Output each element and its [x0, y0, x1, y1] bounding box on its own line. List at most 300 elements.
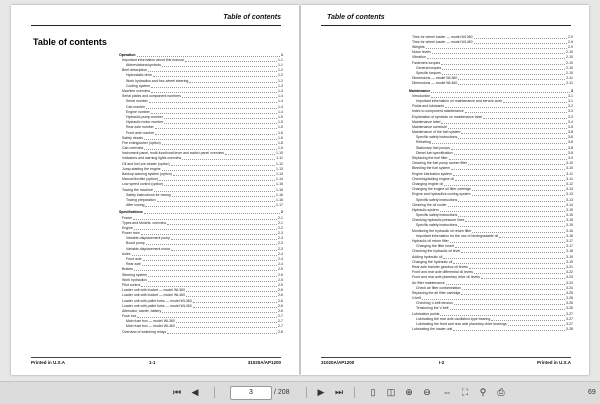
toc-entry-row[interactable] — [409, 269, 573, 274]
toolbar-divider — [306, 387, 307, 398]
toc-dot-leader — [455, 180, 565, 181]
toc-entry-row[interactable] — [119, 215, 283, 220]
toc-dot-leader — [431, 92, 570, 93]
toc-entry-row[interactable] — [119, 319, 283, 324]
toc-entry-row[interactable] — [409, 98, 573, 103]
toc-dot-leader — [458, 84, 565, 85]
toc-page-number: 2-7 — [277, 319, 283, 324]
toc-dot-leader — [474, 38, 567, 39]
toc-page-number: 3-19 — [565, 259, 573, 264]
toc-entry-row[interactable] — [119, 230, 283, 235]
toc-dot-leader — [186, 296, 277, 297]
toc-entry-row[interactable] — [409, 161, 573, 166]
toc-entry-row[interactable] — [119, 192, 283, 197]
toc-dot-leader — [164, 185, 275, 186]
toc-entry-row[interactable] — [409, 212, 573, 217]
toc-entry-row[interactable] — [119, 99, 283, 104]
toc-entry-title: Maintenance — [409, 88, 431, 93]
toc-dot-leader — [461, 294, 565, 295]
toc-entry-row[interactable] — [409, 103, 573, 108]
toc-entry-row[interactable] — [119, 145, 283, 150]
toc-entry-title: Front and rear axle differential oil levels — [412, 270, 474, 275]
toc-entry-title: Steering system — [122, 272, 148, 277]
toc-page-number: 3-5 — [567, 124, 573, 129]
toc-entry-title: Vibration — [412, 55, 426, 60]
toc-entry-row[interactable] — [119, 125, 283, 130]
toc-entry-row[interactable] — [119, 256, 283, 261]
toc-entry-row[interactable] — [119, 236, 283, 241]
next-page-icon[interactable]: ▶ — [317, 387, 325, 397]
toc-page-number: 2-10 — [565, 50, 573, 55]
toc-entry-row[interactable] — [119, 262, 283, 267]
search-icon[interactable]: ⚲ — [479, 387, 487, 397]
toc-page-number: 3-12 — [565, 181, 573, 186]
toc-section-row[interactable] — [409, 88, 573, 93]
toc-entry-row[interactable] — [409, 290, 573, 295]
toc-page-number: 3-26 — [565, 306, 573, 311]
toc-page-number: 2-7 — [277, 314, 283, 319]
toc-dot-leader — [427, 58, 565, 59]
toc-dot-leader — [172, 196, 275, 197]
toc-entry-title: Towing preparation — [126, 197, 156, 202]
print-icon[interactable]: ⎙ — [497, 387, 505, 397]
toc-dot-leader — [453, 263, 565, 264]
toc-entry-title: Variable-displacement pump — [126, 236, 171, 241]
toc-entry-row[interactable] — [409, 34, 573, 39]
footer-left: Printed in U.S.A — [31, 360, 66, 365]
toc-entry-row[interactable] — [119, 161, 283, 166]
toc-entry-title: Abbreviations/symbols — [126, 63, 162, 68]
toc-page-number: 3-26 — [565, 301, 573, 306]
toc-dot-leader — [146, 244, 277, 245]
toc-entry-row[interactable] — [409, 129, 573, 134]
toc-entry-title: Noise levels — [412, 50, 431, 55]
two-page-view-icon[interactable]: ◫ — [386, 387, 396, 397]
toc-entry-row[interactable] — [409, 135, 573, 140]
toc-entry-title: Tires for wheel loader — model WL460 — [412, 39, 473, 44]
toc-dot-leader — [454, 304, 565, 305]
toc-entry-row[interactable] — [119, 57, 283, 62]
toc-entry-row[interactable] — [409, 155, 573, 160]
toc-entry-row[interactable] — [409, 60, 573, 65]
toc-entry-row[interactable] — [119, 135, 283, 140]
toc-page-number: 1-5 — [277, 130, 283, 135]
toc-entry-row[interactable] — [119, 68, 283, 73]
toc-entry-title: Safety instructions for towing — [126, 192, 171, 197]
toc-entry-row[interactable] — [409, 150, 573, 155]
toc-entry-title: Lubricating the rear axle oscillation-type bearing — [416, 316, 491, 321]
toc-entry-title: Main fuse box — model WL460 — [126, 324, 175, 329]
toc-page-number: 3-25 — [565, 290, 573, 295]
toc-entry-title: Power train — [122, 231, 140, 236]
toc-entry-title: Maintenance label — [412, 119, 441, 124]
toc-entry-title: Diesel fuel specification — [416, 150, 453, 155]
toc-entry-title: Changing the hydraulic oil — [412, 259, 453, 264]
toc-dot-leader — [142, 265, 277, 266]
toc-page-number: 2-5 — [277, 272, 283, 277]
toc-entry-title: Hydraulic pump number — [126, 114, 164, 119]
toc-entry-title: Serial number — [126, 99, 148, 104]
toc-entry-title: Specific safety instructions — [416, 223, 458, 228]
toc-entry-row[interactable] — [119, 313, 283, 318]
toc-page-number: 2-5 — [277, 267, 283, 272]
toc-entry-title: Oil and fuel pre-heater (option) — [122, 161, 170, 166]
toc-page-number: 2-6 — [277, 303, 283, 308]
toc-entry-row[interactable] — [409, 114, 573, 119]
toc-page-number: 3-24 — [565, 285, 573, 290]
toc-entry-title: Lubricating the front and rear axle planetary drive bearings — [416, 322, 507, 326]
toc-dot-leader — [458, 216, 565, 217]
toc-entry-row[interactable] — [409, 249, 573, 254]
toc-page-number: 2-10 — [565, 60, 573, 65]
toc-dot-leader — [144, 139, 277, 140]
toc-entry-title: Brief description — [122, 68, 148, 73]
toc-page-number: 1-5 — [277, 125, 283, 130]
toc-page-number: 2 — [281, 210, 283, 215]
toc-entry-row[interactable] — [409, 145, 573, 150]
page-total: / 208 — [274, 389, 290, 396]
toc-entry-row[interactable] — [119, 225, 283, 230]
toc-dot-leader — [431, 97, 567, 98]
toc-entry-row[interactable] — [119, 272, 283, 277]
toc-dot-leader — [483, 118, 567, 119]
toc-dot-leader — [451, 149, 567, 150]
toc-entry-title: Check air filter contamination — [416, 285, 462, 290]
toc-entry-row[interactable] — [119, 156, 283, 161]
toc-page-number: 3 — [571, 88, 573, 93]
toc-entry-row[interactable] — [409, 306, 573, 311]
toc-entry-row[interactable] — [119, 171, 283, 176]
toc-entry-title: Overview of switching relays — [122, 329, 167, 334]
toc-dot-leader — [137, 317, 277, 318]
toc-entry-row[interactable] — [119, 303, 283, 308]
toc-entry-title: Front and rear axle planetary drive oil levels — [412, 275, 480, 280]
toc-entry-row[interactable] — [409, 295, 573, 300]
toc-page-number: 1-2 — [277, 78, 283, 83]
toc-entry-row[interactable] — [409, 76, 573, 81]
toc-dot-leader — [143, 260, 277, 261]
toc-entry-row[interactable] — [409, 218, 573, 223]
toc-entry-row[interactable] — [119, 329, 283, 334]
toc-dot-leader — [468, 164, 565, 165]
toc-entry-row[interactable] — [409, 316, 573, 321]
toc-page-number: 1-5 — [277, 120, 283, 125]
toc-dot-leader — [154, 191, 275, 192]
toc-entry-title: Cleaning the fuel pump screen filter — [412, 161, 468, 166]
toc-entry-row[interactable] — [409, 44, 573, 49]
toc-page-number: 2-3 — [277, 236, 283, 241]
toc-page-number: 1-17 — [275, 203, 283, 208]
toc-dot-leader — [442, 69, 565, 70]
toc-entry-title: Brakes — [122, 267, 133, 272]
toc-page-number: 2-6 — [277, 308, 283, 313]
toc-entry-row[interactable] — [119, 308, 283, 313]
toc-page-number: 2-5 — [277, 277, 283, 282]
toc-page-number: 2-6 — [277, 293, 283, 298]
toc-entry-row[interactable] — [119, 94, 283, 99]
single-page-view-icon[interactable]: ▯ — [370, 387, 376, 397]
toc-entry-row[interactable] — [409, 171, 573, 176]
toc-entry-row[interactable] — [409, 301, 573, 306]
footer-page-number: I-2 — [439, 360, 445, 365]
toc-entry-title: Replacing the air filter cartridge — [412, 290, 461, 295]
toc-dot-leader — [153, 76, 277, 77]
toc-entry-title: Introduction — [412, 93, 431, 98]
toc-entry-row[interactable] — [409, 192, 573, 197]
toc-entry-row[interactable] — [409, 223, 573, 228]
toc-entry-row[interactable] — [119, 293, 283, 298]
toc-list-right — [409, 34, 573, 332]
toc-page-number: 2-9 — [567, 39, 573, 44]
toc-dot-leader — [171, 250, 277, 251]
toc-section-row[interactable] — [119, 52, 283, 57]
toc-heading: Table of contents — [33, 37, 107, 47]
toc-entry-title: Specific safety instructions — [416, 197, 458, 202]
toc-dot-leader — [148, 71, 277, 72]
toc-entry-row[interactable] — [409, 119, 573, 124]
toc-dot-leader — [182, 159, 275, 160]
toc-entry-row[interactable] — [409, 197, 573, 202]
toc-entry-row[interactable] — [119, 298, 283, 303]
toc-entry-row[interactable] — [409, 264, 573, 269]
toc-dot-leader — [441, 64, 565, 65]
toc-entry-title: Cleaning the oil cooler — [412, 202, 447, 207]
toc-dot-leader — [162, 312, 277, 313]
toc-entry-row[interactable] — [409, 244, 573, 249]
viewer-toolbar — [0, 381, 600, 404]
zoom-in-icon[interactable]: ⊕ — [405, 387, 413, 397]
footer-left: 31020A/AP1200 — [321, 360, 355, 365]
toc-entry-row[interactable] — [119, 177, 283, 182]
toc-entry-row[interactable] — [409, 254, 573, 259]
toc-entry-row[interactable] — [409, 70, 573, 75]
toc-dot-leader — [193, 307, 277, 308]
header-rule — [321, 25, 571, 26]
toc-dot-leader — [449, 159, 567, 160]
toc-page-number: 3-1 — [567, 98, 573, 103]
toc-entry-row[interactable] — [409, 39, 573, 44]
toc-dot-leader — [445, 107, 567, 108]
toc-entry-row[interactable] — [119, 187, 283, 192]
page-number-input[interactable]: 3 — [230, 386, 272, 400]
toc-dot-leader — [141, 286, 277, 287]
toc-entry-row[interactable] — [409, 311, 573, 316]
toc-entry-row[interactable] — [119, 78, 283, 83]
toc-dot-leader — [458, 226, 565, 227]
toc-entry-row[interactable] — [119, 282, 283, 287]
toc-entry-row[interactable] — [409, 280, 573, 285]
toc-page-number: 1 — [281, 52, 283, 57]
toc-entry-row[interactable] — [119, 114, 283, 119]
toc-dot-leader — [151, 113, 277, 114]
toc-page-number: 1-6 — [277, 135, 283, 140]
toc-entry-row[interactable] — [409, 181, 573, 186]
toc-entry-row[interactable] — [119, 287, 283, 292]
toc-dot-leader — [134, 229, 277, 230]
toc-dot-leader — [474, 43, 567, 44]
toc-entry-row[interactable] — [409, 207, 573, 212]
toc-page-number: 2-11 — [566, 81, 573, 86]
toc-dot-leader — [453, 175, 565, 176]
toc-page-number: 1-2 — [277, 68, 283, 73]
toc-entry-row[interactable] — [409, 109, 573, 114]
toc-page-number: 3-22 — [565, 270, 573, 275]
toc-dot-leader — [167, 224, 277, 225]
toc-entry-row[interactable] — [119, 246, 283, 251]
toc-page-number: 3-15 — [565, 207, 573, 212]
toc-dot-leader — [491, 320, 565, 321]
toc-entry-row[interactable] — [119, 140, 283, 145]
page-header-title: Table of contents — [223, 14, 281, 21]
toc-dot-leader — [461, 133, 566, 134]
toc-dot-leader — [458, 138, 567, 139]
toc-entry-title: Rear axle transfer gearbox oil levels — [412, 264, 468, 269]
toc-page-number: 1-3 — [277, 89, 283, 93]
toc-page-number: 3-4 — [567, 119, 573, 124]
toc-section-row[interactable] — [119, 210, 283, 215]
toc-page-number: 3-18 — [565, 249, 573, 254]
toc-entry-title: Hydraulic oil return filter — [412, 239, 449, 243]
toc-dot-leader — [176, 322, 277, 323]
toc-entry-row[interactable] — [409, 233, 573, 238]
toc-entry-row[interactable] — [409, 321, 573, 326]
toc-page-number: 2-6 — [277, 288, 283, 293]
toc-entry-title: Specific safety instructions — [416, 135, 458, 140]
toc-entry-row[interactable] — [119, 324, 283, 329]
toc-entry-title: Low speed control (option) — [122, 182, 164, 187]
toc-dot-leader — [157, 201, 275, 202]
toc-page-number: 2-2 — [277, 225, 283, 230]
toc-entry-row[interactable] — [409, 275, 573, 280]
toc-dot-leader — [472, 195, 565, 196]
toc-page-number: 2-3 — [277, 241, 283, 246]
toc-entry-row[interactable] — [409, 166, 573, 171]
toc-entry-row[interactable] — [119, 104, 283, 109]
document-page-left — [11, 5, 299, 375]
toc-entry-row[interactable] — [409, 327, 573, 332]
toc-dot-leader — [137, 52, 283, 57]
toc-entry-row[interactable] — [119, 251, 283, 256]
toc-dot-leader — [432, 53, 565, 54]
toc-dot-leader — [162, 170, 275, 171]
toc-entry-row[interactable] — [119, 277, 283, 282]
toc-entry-row[interactable] — [409, 81, 573, 86]
toc-dot-leader — [151, 87, 277, 88]
toc-page-number: 3-3 — [567, 109, 573, 114]
last-page-icon[interactable]: ⏭ — [334, 387, 344, 397]
toc-entry-row[interactable] — [409, 259, 573, 264]
toc-page-number: 2-4 — [277, 257, 283, 261]
toc-entry-row[interactable] — [409, 186, 573, 191]
toc-entry-row[interactable] — [119, 182, 283, 187]
toc-entry-title: Towing the machine — [122, 187, 153, 192]
toc-entry-row[interactable] — [119, 220, 283, 225]
toc-entry-row[interactable] — [119, 151, 283, 156]
toc-dot-leader — [440, 315, 565, 316]
fullscreen-icon[interactable]: ⛶ — [461, 387, 469, 397]
toc-entry-row[interactable] — [409, 238, 573, 243]
toc-entry-row[interactable] — [119, 130, 283, 135]
toc-entry-row[interactable] — [119, 241, 283, 246]
toc-entry-row[interactable] — [409, 93, 573, 98]
toc-entry-title: V-belt — [412, 296, 421, 301]
toc-entry-title: Machine overview — [122, 89, 151, 93]
toc-entry-row[interactable] — [119, 202, 283, 207]
toc-dot-leader — [151, 92, 277, 93]
toc-page-number: 1-3 — [277, 83, 283, 88]
toc-entry-row[interactable] — [409, 124, 573, 129]
toc-entry-row[interactable] — [119, 166, 283, 171]
toc-entry-row[interactable] — [409, 50, 573, 55]
zoom-out-icon[interactable]: ⊖ — [423, 387, 431, 397]
fit-width-icon[interactable]: ⇔ — [442, 387, 452, 397]
toc-entry-row[interactable] — [409, 140, 573, 145]
toc-entry-title: Specific safety instructions — [416, 213, 458, 218]
toc-entry-row[interactable] — [119, 73, 283, 78]
toc-dot-leader — [193, 302, 277, 303]
toc-dot-leader — [141, 234, 277, 235]
toolbar-divider — [214, 387, 215, 398]
toc-entry-title: Loader unit with pallet forks — model WL460 — [122, 303, 192, 308]
toc-dot-leader — [149, 102, 277, 103]
toc-entry-title: Engine lubrication system — [412, 171, 452, 176]
toc-entry-title: Air filter maintenance — [412, 280, 445, 285]
toc-page-number: 3-11 — [566, 171, 573, 176]
toc-entry-title: Indicators and warning lights overview — [122, 156, 182, 161]
toc-page-number: 1-15 — [275, 182, 283, 187]
toc-entry-title: Weights — [412, 45, 425, 50]
toc-dot-leader — [472, 190, 565, 191]
toc-page-number: 3-27 — [565, 316, 573, 321]
toc-entry-title: Hydraulic system — [412, 207, 439, 212]
toc-dot-leader — [508, 325, 565, 326]
toc-dot-leader — [148, 281, 277, 282]
toc-entry-row[interactable] — [409, 202, 573, 207]
toc-entry-title: Explanation of symbols on maintenance label — [412, 114, 483, 119]
toc-page-number: 3-3 — [567, 114, 573, 119]
toc-entry-title: General torques — [416, 65, 442, 70]
toc-entry-row[interactable] — [119, 88, 283, 93]
toc-page-number: 3-21 — [565, 264, 573, 269]
toc-entry-row[interactable] — [119, 197, 283, 202]
toc-page-number: 2-3 — [277, 231, 283, 236]
toc-entry-row[interactable] — [409, 55, 573, 60]
toc-entry-row[interactable] — [409, 176, 573, 181]
toc-entry-row[interactable] — [409, 285, 573, 290]
toc-dot-leader — [444, 185, 565, 186]
toc-entry-row[interactable] — [119, 83, 283, 88]
toc-dot-leader — [134, 270, 277, 271]
prev-page-icon[interactable]: ◀ — [191, 387, 199, 397]
toc-dot-leader — [171, 165, 275, 166]
toc-entry-row[interactable] — [409, 65, 573, 70]
toc-page-number: 3-1 — [567, 93, 573, 98]
toc-entry-row[interactable] — [409, 228, 573, 233]
toc-entry-title: Fluids and lubricants — [412, 104, 445, 109]
toc-dot-leader — [133, 219, 277, 220]
toc-entry-title: Stationary fuel pumps — [416, 145, 450, 150]
first-page-icon[interactable]: ⏮ — [172, 387, 182, 397]
toc-page-number: 1-16 — [275, 187, 283, 192]
toc-page-number: 3-27 — [565, 311, 573, 316]
toc-entry-title: Loader unit with pallet forks — model WL360 — [122, 298, 192, 303]
toc-dot-leader — [162, 144, 277, 145]
toc-entry-row[interactable] — [119, 267, 283, 272]
toc-entry-row[interactable] — [119, 119, 283, 124]
toc-entry-title: Maintenance of the fuel system — [412, 130, 461, 135]
toc-entry-row[interactable] — [119, 109, 283, 114]
toc-entry-row[interactable] — [119, 62, 283, 67]
